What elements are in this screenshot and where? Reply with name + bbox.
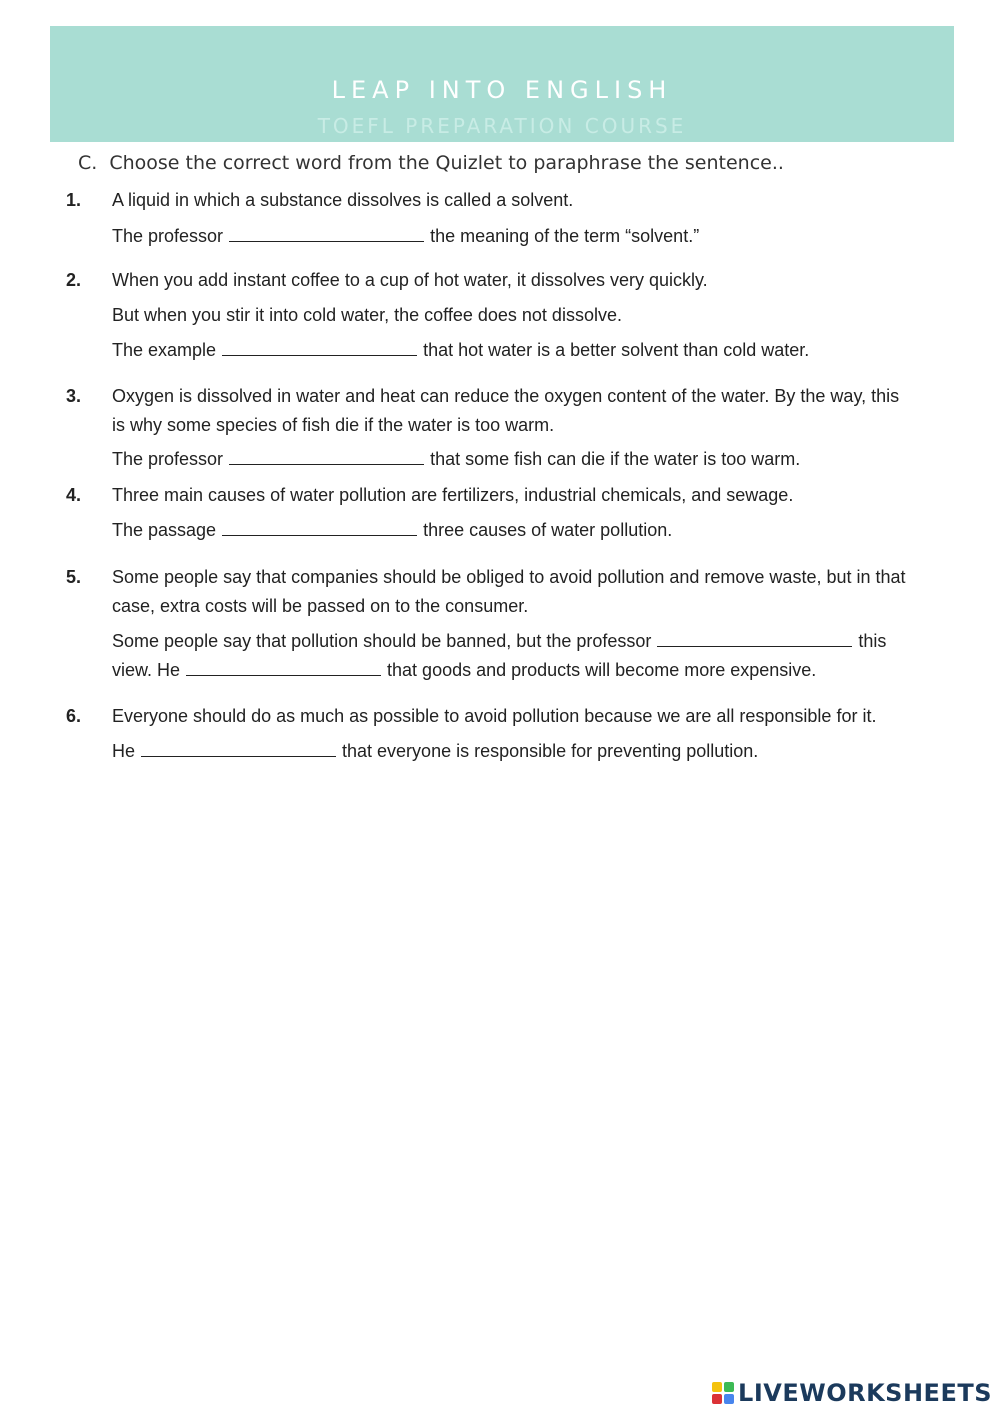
- line-text-after: that hot water is a better solvent than cold water.: [423, 340, 810, 360]
- line-text: case, extra costs will be passed on to the consumer.: [112, 596, 529, 616]
- sentence-line: [112, 190, 573, 211]
- answer-line: [112, 520, 672, 541]
- instruction-text: Choose the correct word from the Quizlet to paraphrase the sentence..: [109, 152, 784, 174]
- line-text: The passage: [112, 520, 217, 540]
- sentence-line: [112, 485, 793, 506]
- brand-name: LIVEWORKSHEETS: [738, 1379, 992, 1407]
- answer-blank[interactable]: [657, 645, 852, 647]
- line-text: view. He: [112, 660, 181, 680]
- line-text: Some people say that pollution should be banned, but the professor: [112, 631, 652, 651]
- answer-line: [112, 340, 809, 361]
- answer-blank[interactable]: [141, 755, 336, 757]
- item-number: 2.: [66, 270, 82, 290]
- line-text: is why some species of fish die if the water is too warm.: [112, 415, 555, 435]
- item-number: 5.: [66, 567, 82, 587]
- answer-line: [112, 741, 758, 762]
- line-text: Some people say that companies should be obliged to avoid pollution and remove waste, but in that: [112, 567, 906, 587]
- instruction: [78, 152, 784, 174]
- answer-blank[interactable]: [222, 534, 417, 536]
- line-text: The professor: [112, 226, 224, 246]
- line-text: When you add instant coffee to a cup of hot water, it dissolves very quickly.: [112, 270, 708, 290]
- course-subtitle: TOEFL PREPARATION COURSE: [317, 114, 687, 138]
- line-text: Three main causes of water pollution are fertilizers, industrial chemicals, and sewage.: [112, 485, 794, 505]
- sentence-line: [112, 415, 554, 436]
- answer-blank[interactable]: [229, 463, 424, 465]
- answer-blank[interactable]: [222, 354, 417, 356]
- line-text: He: [112, 741, 136, 761]
- answer-line: [112, 631, 886, 652]
- line-text-after: this: [858, 631, 887, 651]
- line-text-after: that some fish can die if the water is too warm.: [430, 449, 801, 469]
- course-title: LEAP INTO ENGLISH: [331, 76, 673, 104]
- line-text: A liquid in which a substance dissolves is called a solvent.: [112, 190, 574, 210]
- sentence-line: [112, 567, 906, 588]
- item-number: 4.: [66, 485, 82, 505]
- line-text-after: the meaning of the term “solvent.”: [430, 226, 700, 246]
- item-number: 1.: [66, 190, 82, 210]
- sentence-line: [112, 305, 622, 326]
- answer-blank[interactable]: [229, 240, 424, 242]
- section-letter: C.: [78, 152, 98, 174]
- line-text: Oxygen is dissolved in water and heat can reduce the oxygen content of the water. By the way, this: [112, 386, 900, 406]
- line-text: The professor: [112, 449, 224, 469]
- logo-square: [712, 1394, 722, 1404]
- line-text: The example: [112, 340, 217, 360]
- sentence-line: [112, 596, 528, 617]
- answer-line: [112, 660, 816, 681]
- logo-grid-icon: [712, 1382, 734, 1404]
- line-text-after: that goods and products will become more expensive.: [387, 660, 817, 680]
- line-text: But when you stir it into cold water, the coffee does not dissolve.: [112, 305, 622, 325]
- sentence-line: [112, 706, 876, 727]
- answer-line: [112, 226, 699, 247]
- item-number: 3.: [66, 386, 82, 406]
- item-number: 6.: [66, 706, 82, 726]
- sentence-line: [112, 386, 899, 407]
- sentence-line: [112, 270, 708, 291]
- liveworksheets-logo: [712, 1380, 992, 1406]
- line-text-after: three causes of water pollution.: [423, 520, 673, 540]
- line-text: Everyone should do as much as possible to avoid pollution because we are all responsible for it.: [112, 706, 877, 726]
- answer-line: [112, 449, 800, 470]
- logo-square: [724, 1394, 734, 1404]
- logo-square: [724, 1382, 734, 1392]
- logo-square: [712, 1382, 722, 1392]
- answer-blank[interactable]: [186, 674, 381, 676]
- header-banner: [50, 26, 954, 142]
- line-text-after: that everyone is responsible for preventing pollution.: [342, 741, 759, 761]
